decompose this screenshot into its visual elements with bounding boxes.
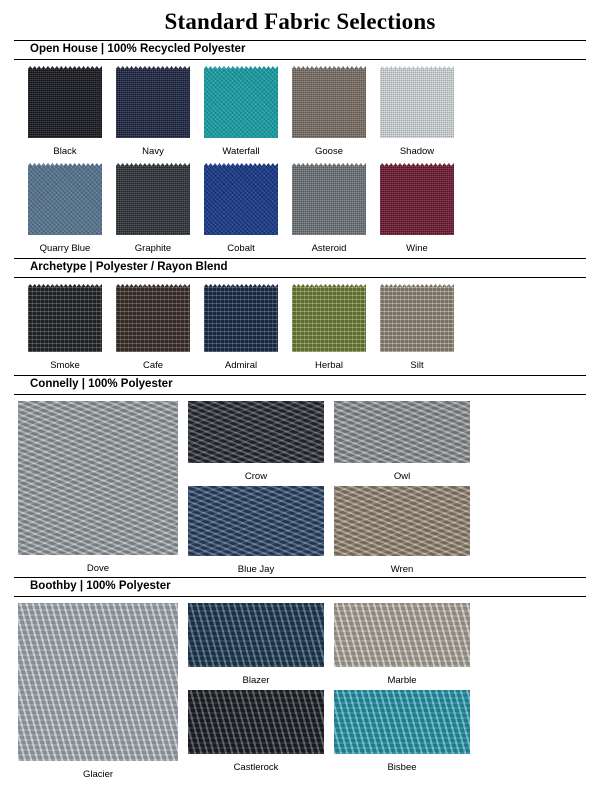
swatch-label: Navy [142, 146, 164, 157]
swatch-cell-blue-jay[interactable] [188, 486, 324, 575]
swatch-cell-asteroid[interactable] [292, 163, 366, 254]
swatch-cell-waterfall[interactable] [204, 66, 278, 157]
fabric-swatch[interactable] [28, 284, 102, 352]
swatch-cell-owl[interactable] [334, 401, 470, 482]
swatch-label: Shadow [399, 146, 435, 157]
fabric-swatch[interactable] [116, 66, 190, 138]
fabric-swatch[interactable] [188, 603, 324, 667]
swatch-cell-graphite[interactable] [116, 163, 190, 254]
fabric-swatch[interactable] [292, 284, 366, 352]
swatch-cell-herbal[interactable] [292, 284, 366, 371]
fabric-swatch[interactable] [292, 163, 366, 235]
swatch-label: Black [53, 146, 77, 157]
swatch-label: Blazer [242, 675, 270, 686]
swatch-group [188, 401, 470, 575]
fabric-swatch[interactable] [334, 690, 470, 754]
swatch-row [14, 278, 586, 371]
swatch-cell-goose[interactable] [292, 66, 366, 157]
swatch-row [14, 60, 586, 157]
swatch-row [188, 486, 470, 575]
swatch-row [14, 395, 586, 575]
swatch-label: Quarry Blue [39, 243, 91, 254]
swatch-label: Smoke [50, 360, 80, 371]
swatch-label: Bisbee [387, 762, 417, 773]
swatch-label: Crow [244, 471, 268, 482]
fabric-swatch[interactable] [380, 284, 454, 352]
fabric-swatch[interactable] [28, 163, 102, 235]
swatch-label: Dove [86, 563, 110, 574]
fabric-swatch[interactable] [116, 284, 190, 352]
section-heading: Open House | 100% Recycled Polyester [14, 40, 586, 60]
swatch-label: Herbal [315, 360, 343, 371]
section-heading: Boothby | 100% Polyester [14, 577, 586, 597]
swatch-label: Castlerock [233, 762, 279, 773]
fabric-swatch[interactable] [188, 401, 324, 463]
fabric-swatch[interactable] [292, 66, 366, 138]
fabric-swatch[interactable] [334, 486, 470, 556]
swatch-cell-dove[interactable] [18, 401, 178, 575]
swatch-cell-cobalt[interactable] [204, 163, 278, 254]
swatch-cell-admiral[interactable] [204, 284, 278, 371]
fabric-swatch[interactable] [188, 690, 324, 754]
swatch-group [188, 603, 470, 780]
section-heading: Connelly | 100% Polyester [14, 375, 586, 395]
swatch-label: Owl [393, 471, 411, 482]
section-connelly [14, 375, 586, 575]
swatch-row [14, 597, 586, 780]
section-open-house [14, 40, 586, 254]
page-title: Standard Fabric Selections [164, 9, 436, 34]
fabric-swatch[interactable] [28, 66, 102, 138]
swatch-cell-wren[interactable] [334, 486, 470, 575]
fabric-swatch[interactable] [204, 284, 278, 352]
swatch-label: Wine [406, 243, 428, 254]
swatch-row [188, 690, 470, 773]
swatch-label: Asteroid [311, 243, 347, 254]
section-archetype [14, 258, 586, 371]
swatch-cell-silt[interactable] [380, 284, 454, 371]
swatch-cell-marble[interactable] [334, 603, 470, 686]
swatch-label: Silt [410, 360, 424, 371]
swatch-label: Cobalt [227, 243, 255, 254]
fabric-swatch[interactable] [116, 163, 190, 235]
section-heading: Archetype | Polyester / Rayon Blend [14, 258, 586, 278]
swatch-cell-navy[interactable] [116, 66, 190, 157]
swatch-label: Glacier [82, 769, 114, 780]
fabric-swatch[interactable] [380, 163, 454, 235]
swatch-cell-castlerock[interactable] [188, 690, 324, 773]
fabric-swatch[interactable] [18, 603, 178, 761]
swatch-label: Marble [387, 675, 417, 686]
fabric-swatch[interactable] [204, 163, 278, 235]
swatch-cell-black[interactable] [28, 66, 102, 157]
swatch-cell-crow[interactable] [188, 401, 324, 482]
fabric-swatch[interactable] [204, 66, 278, 138]
fabric-swatch[interactable] [380, 66, 454, 138]
fabric-swatch[interactable] [188, 486, 324, 556]
swatch-cell-glacier[interactable] [18, 603, 178, 780]
swatch-label: Goose [315, 146, 343, 157]
swatch-cell-bisbee[interactable] [334, 690, 470, 773]
swatch-row [188, 603, 470, 686]
swatch-label: Cafe [142, 360, 164, 371]
swatch-label: Blue Jay [237, 564, 275, 575]
section-boothby [14, 577, 586, 780]
swatch-row [14, 157, 586, 254]
swatch-label: Waterfall [222, 146, 260, 157]
swatch-cell-blazer[interactable] [188, 603, 324, 686]
fabric-swatch[interactable] [334, 603, 470, 667]
swatch-cell-shadow[interactable] [380, 66, 454, 157]
swatch-cell-cafe[interactable] [116, 284, 190, 371]
swatch-cell-wine[interactable] [380, 163, 454, 254]
swatch-label: Admiral [224, 360, 258, 371]
swatch-label: Wren [390, 564, 414, 575]
swatch-label: Graphite [134, 243, 172, 254]
swatch-row [188, 401, 470, 482]
swatch-cell-smoke[interactable] [28, 284, 102, 371]
fabric-swatch[interactable] [18, 401, 178, 555]
swatch-cell-quarry-blue[interactable] [28, 163, 102, 254]
fabric-swatch[interactable] [334, 401, 470, 463]
